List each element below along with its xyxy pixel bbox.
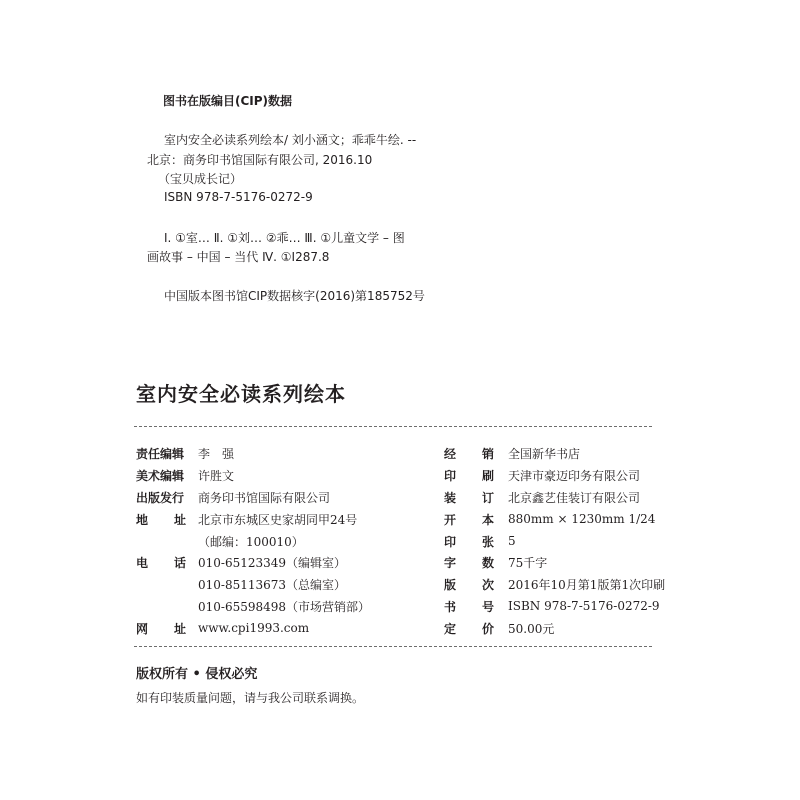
detail-label-text: 出版发行 bbox=[136, 490, 185, 505]
cip-series: （宝贝成长记） bbox=[158, 172, 243, 186]
detail-row bbox=[444, 443, 665, 465]
detail-value: 75千字 bbox=[508, 556, 548, 571]
detail-label bbox=[136, 467, 186, 484]
cip-classification-line1: Ⅰ. ①室… Ⅱ. ①刘… ②乖… Ⅲ. ①儿童文学 – 图 bbox=[164, 231, 405, 245]
detail-row bbox=[444, 617, 665, 639]
right-details bbox=[444, 443, 665, 639]
detail-label bbox=[136, 489, 186, 506]
detail-row bbox=[444, 487, 665, 509]
detail-value: 5 bbox=[508, 534, 516, 549]
detail-label bbox=[444, 533, 494, 550]
cip-registration: 中国版本图书馆CIP数据核字(2016)第185752号 bbox=[164, 289, 425, 303]
detail-label-char: 价 bbox=[481, 621, 494, 636]
cip-entry-line1: 室内安全必读系列绘本/ 刘小涵文；乖乖牛绘. -- bbox=[164, 133, 417, 147]
detail-label bbox=[444, 445, 494, 462]
detail-value: （邮编：100010） bbox=[198, 534, 304, 549]
detail-row bbox=[444, 508, 665, 530]
detail-row bbox=[136, 596, 370, 618]
detail-label bbox=[136, 620, 186, 637]
detail-label-char: 刷 bbox=[481, 469, 494, 484]
detail-label-char: 经 bbox=[444, 447, 457, 462]
book-title: 室内安全必读系列绘本 bbox=[136, 382, 346, 406]
top-divider bbox=[134, 426, 652, 427]
detail-label bbox=[444, 467, 494, 484]
detail-row bbox=[136, 552, 370, 574]
detail-value: 李 强 bbox=[198, 447, 235, 462]
detail-row bbox=[136, 487, 370, 509]
detail-row bbox=[444, 574, 665, 596]
detail-label-char: 张 bbox=[481, 534, 494, 549]
quality-notice: 如有印装质量问题，请与我公司联系调换。 bbox=[136, 691, 365, 705]
detail-value: ISBN 978-7-5176-0272-9 bbox=[508, 599, 660, 614]
detail-label-char: 印 bbox=[444, 534, 457, 549]
detail-label-char: 装 bbox=[444, 490, 457, 505]
detail-label bbox=[444, 620, 494, 637]
cip-title: 图书在版编目(CIP)数据 bbox=[163, 94, 293, 108]
detail-row bbox=[444, 465, 665, 487]
detail-label-char: 印 bbox=[444, 469, 457, 484]
detail-value: 天津市豪迈印务有限公司 bbox=[508, 469, 641, 484]
bottom-divider bbox=[134, 646, 652, 647]
detail-value: 010-85113673（总编室） bbox=[198, 578, 347, 593]
detail-row bbox=[136, 617, 370, 639]
detail-label bbox=[444, 598, 494, 615]
detail-label bbox=[136, 445, 186, 462]
detail-value: 北京鑫艺佳装订有限公司 bbox=[508, 490, 641, 505]
detail-value: 全国新华书店 bbox=[508, 447, 581, 462]
detail-label-char: 书 bbox=[444, 599, 457, 614]
detail-label bbox=[444, 489, 494, 506]
detail-label-char: 网 bbox=[136, 621, 149, 636]
detail-label-char: 址 bbox=[173, 621, 186, 636]
detail-value: 010-65123349（编辑室） bbox=[198, 556, 347, 571]
detail-row bbox=[444, 596, 665, 618]
detail-label-char: 地 bbox=[136, 512, 149, 527]
detail-row bbox=[444, 530, 665, 552]
detail-label-char: 号 bbox=[481, 599, 494, 614]
detail-label bbox=[136, 511, 186, 528]
detail-value: 2016年10月第1版第1次印刷 bbox=[508, 578, 666, 593]
detail-row bbox=[136, 508, 370, 530]
detail-row bbox=[136, 443, 370, 465]
detail-value: 880mm × 1230mm 1/24 bbox=[508, 512, 656, 527]
detail-label-char: 订 bbox=[481, 490, 494, 505]
detail-label-char: 次 bbox=[481, 578, 494, 593]
rights-statement: 版权所有 • 侵权必究 bbox=[136, 667, 258, 682]
detail-label-char: 开 bbox=[444, 512, 457, 527]
detail-value: 商务印书馆国际有限公司 bbox=[198, 490, 331, 505]
detail-label-text: 美术编辑 bbox=[136, 469, 185, 484]
detail-value: 010-65598498（市场营销部） bbox=[198, 599, 371, 614]
detail-label bbox=[444, 511, 494, 528]
detail-label-char: 本 bbox=[481, 512, 494, 527]
detail-label-char: 字 bbox=[444, 556, 457, 571]
cip-classification-line2: 画故事 – 中国 – 当代 Ⅳ. ①I287.8 bbox=[147, 250, 330, 264]
detail-label bbox=[444, 554, 494, 571]
cip-entry-line2: 北京：商务印书馆国际有限公司, 2016.10 bbox=[147, 153, 373, 167]
cip-isbn: ISBN 978-7-5176-0272-9 bbox=[164, 190, 313, 204]
left-details bbox=[136, 443, 370, 639]
detail-value: www.cpi1993.com bbox=[198, 621, 310, 636]
detail-row bbox=[136, 574, 370, 596]
detail-label-char: 址 bbox=[173, 512, 186, 527]
detail-row bbox=[136, 465, 370, 487]
detail-label-char: 话 bbox=[173, 556, 186, 571]
detail-label-char: 定 bbox=[444, 621, 457, 636]
detail-label bbox=[136, 554, 186, 571]
detail-label bbox=[444, 576, 494, 593]
detail-label-char: 销 bbox=[481, 447, 494, 462]
detail-value: 许胜文 bbox=[198, 469, 235, 484]
detail-label-char: 数 bbox=[481, 556, 494, 571]
detail-row bbox=[136, 530, 370, 552]
detail-label-char: 电 bbox=[136, 556, 149, 571]
detail-value: 50.00元 bbox=[508, 621, 555, 636]
detail-label-text: 责任编辑 bbox=[136, 447, 185, 462]
detail-label-char: 版 bbox=[444, 578, 457, 593]
detail-row bbox=[444, 552, 665, 574]
detail-value: 北京市东城区史家胡同甲24号 bbox=[198, 512, 358, 527]
